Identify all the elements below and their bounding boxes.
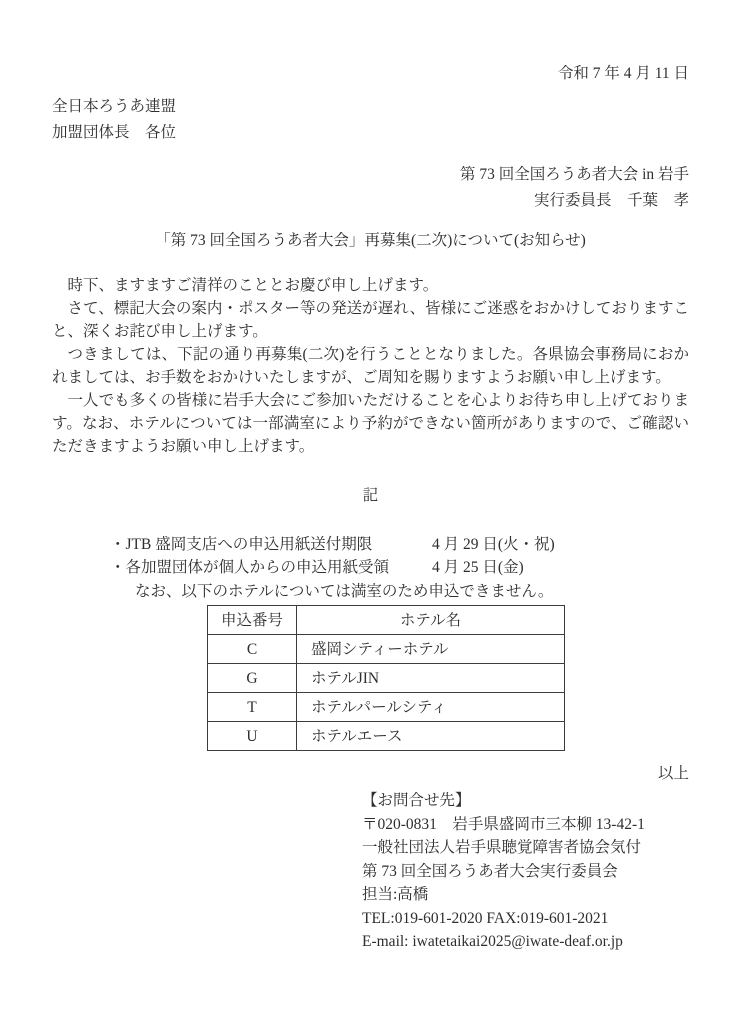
table-cell-hotel: ホテルエース (297, 722, 565, 751)
table-cell-code: G (208, 664, 297, 693)
contact-committee-line: 第 73 回全国ろうあ者大会実行委員会 (362, 862, 618, 880)
table-header-row (208, 606, 565, 635)
table-header-hotel-name: ホテル名 (297, 606, 565, 635)
table-note: なお、以下のホテルについては満室のため申込できません。 (135, 583, 554, 600)
deadline-label: ・JTB 盛岡支店への申込用紙送付期限 (110, 536, 373, 553)
recipient-org: 全日本ろうあ連盟 (52, 98, 177, 115)
body-paragraph: つきましては、下記の通り再募集(二次)を行うこととなりました。各県協会事務局におかれましては、お手数をおかけいたしますが、ご周知を賜りますようお願い申し上げます。 (52, 346, 689, 386)
deadline-item (52, 533, 689, 556)
table-cell-code: U (208, 722, 297, 751)
table-cell-hotel: ホテルJIN (297, 664, 565, 693)
contact-heading: 【お問合せ先】 (362, 792, 471, 809)
table-row (208, 664, 565, 693)
table-cell-hotel: ホテルパールシティ (297, 693, 565, 722)
recipient-addressee: 加盟団体長 各位 (52, 124, 177, 141)
table-header-application-number: 申込番号 (208, 606, 297, 635)
sender-committee-chair: 実行委員長 千葉 孝 (533, 192, 689, 209)
table-cell-hotel: 盛岡シティーホテル (297, 635, 565, 664)
deadline-block (52, 533, 689, 579)
table-row (208, 635, 565, 664)
hotel-table-wrap (207, 605, 565, 751)
sender-event-name: 第 73 回全国ろうあ者大会 in 岩手 (459, 166, 689, 183)
document-content (52, 0, 689, 1024)
hotel-table (207, 605, 565, 751)
closing-marker: 以上 (657, 765, 689, 782)
contact-org-line: 一般社団法人岩手県聴覚障害者協会気付 (362, 839, 642, 856)
contact-block (362, 789, 645, 954)
recipient-block (52, 94, 689, 146)
sender-block (52, 162, 689, 214)
contact-tel-fax-line: TEL:019-601-2020 FAX:019-601-2021 (362, 909, 609, 927)
deadline-date: 4 月 29 日(火・祝) (432, 536, 555, 553)
contact-address-line: 〒020-0831 岩手県盛岡市三本柳 13-42-1 (362, 815, 645, 833)
deadline-label: ・各加盟団体が個人からの申込用紙受領 (110, 559, 390, 576)
deadline-item (52, 556, 689, 579)
contact-email-line: E-mail: iwatetaikai2025@iwate-deaf.or.jp (362, 933, 623, 950)
deadline-date: 4 月 25 日(金) (432, 559, 524, 576)
table-cell-code: C (208, 635, 297, 664)
table-cell-code: T (208, 693, 297, 722)
record-marker: 記 (362, 487, 379, 504)
contact-person-line: 担当:高橋 (362, 886, 429, 903)
body-block (52, 274, 689, 458)
body-paragraph: 時下、ますますご清祥のこととお慶び申し上げます。 (67, 277, 439, 294)
table-row (208, 693, 565, 722)
document-title: 「第 73 回全国ろうあ者大会」再募集(二次)について(お知らせ) (155, 232, 586, 249)
body-paragraph: 一人でも多くの皆様に岩手大会にご参加いただけることを心よりお待ち申し上げております。なお、ホテルについては一部満室により予約ができない箇所がありますので、ご確認いただきますようお願い申し上げます。 (52, 392, 689, 455)
date-line: 令和 7 年 4 月 11 日 (557, 65, 689, 82)
table-row (208, 722, 565, 751)
body-paragraph: さて、標記大会の案内・ポスター等の発送が遅れ、皆様にご迷惑をおかけしておりますこと、深くお詫び申し上げます。 (52, 300, 689, 340)
